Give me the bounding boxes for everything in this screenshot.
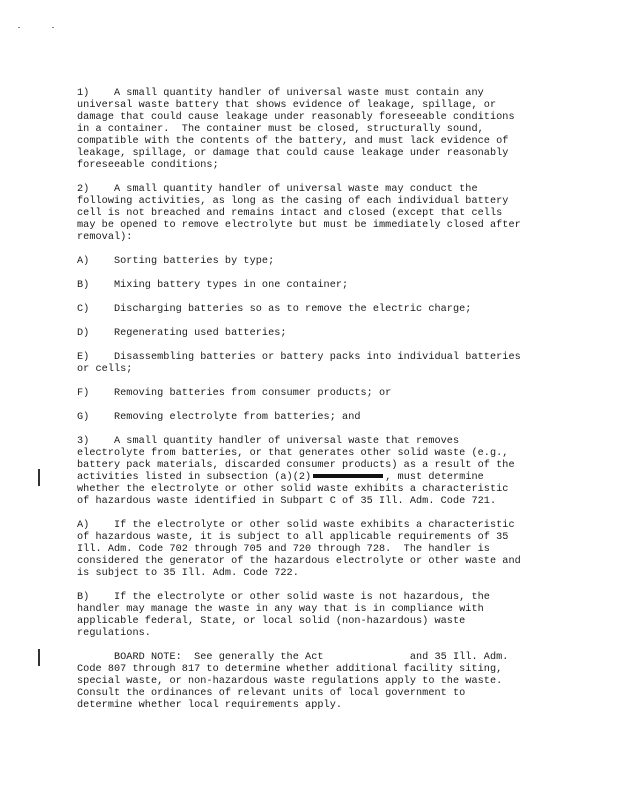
paragraph-3-pre: activities listed in subsection (a)(2) bbox=[77, 472, 312, 483]
item-a-hazardous: A) If the electrolyte or other solid waste exhibits a characteristic of hazardous waste, it is subject to all applicable requirements of 35 Ill. Adm. Code 702 through 705 and 720 through 728. The handler is considered the generator of the hazardous electrolyte or other waste and is subject to 35 Ill. Adm. Code 722. bbox=[77, 520, 521, 579]
paragraph-2: 2) A small quantity handler of universal waste may conduct the following activities, as long as the casing of each individual battery cell is not breached and remains intact and closed (except that cells may be opened to remove electrolyte but must be immediately closed after removal): bbox=[77, 184, 521, 243]
item-c-discharging: C) Discharging batteries so as to remove the electric charge; bbox=[77, 304, 472, 315]
paragraph-3-post: , must determine bbox=[385, 472, 484, 483]
item-e-disassembling: E) Disassembling batteries or battery packs into individual batteries or cells; bbox=[77, 352, 521, 375]
item-b-not-hazardous: B) If the electrolyte or other solid waste is not hazardous, the handler may manage the waste in any way that is in compliance with applicable federal, State, or local solid (non-hazardous) waste regulations. bbox=[77, 592, 490, 639]
item-b-mixing: B) Mixing battery types in one container; bbox=[77, 280, 349, 291]
item-d-regenerating: D) Regenerating used batteries; bbox=[77, 328, 287, 339]
board-note: BOARD NOTE: See generally the Act and 35 Ill. Adm. Code 807 through 817 to determine whether additional facility siting, special waste, or non-hazardous waste regulations apply to the waste. Consult the ordinances of relevant units of local government to determine whether local requirements apply. bbox=[77, 652, 509, 711]
scan-speck bbox=[52, 27, 54, 28]
item-a-sorting: A) Sorting batteries by type; bbox=[77, 256, 275, 267]
item-f-removing-batteries: F) Removing batteries from consumer products; or bbox=[77, 388, 392, 399]
redaction-mark bbox=[313, 474, 383, 478]
paragraph-3-redacted-line bbox=[77, 472, 542, 484]
item-g-removing-electrolyte: G) Removing electrolyte from batteries; and bbox=[77, 412, 361, 423]
scan-speck bbox=[18, 27, 20, 28]
revision-bar bbox=[38, 649, 40, 666]
paragraph-3-bottom: whether the electrolyte or other solid waste exhibits a characteristic of hazardous waste identified in Subpart C of 35 Ill. Adm. Code 721. bbox=[77, 484, 509, 507]
revision-bar bbox=[38, 469, 40, 486]
paragraph-1: 1) A small quantity handler of universal waste must contain any universal waste battery that shows evidence of leakage, spillage, or damage that could cause leakage under reasonably foreseeable conditions in a container. The container must be closed, structurally sound, compatible with the contents of the battery, and must lack evidence of leakage, spillage, or damage that could cause leakage under reasonably foreseeable conditions; bbox=[77, 88, 515, 171]
paragraph-3-top: 3) A small quantity handler of universal waste that removes electrolyte from batteries, or that generates other solid waste (e.g., battery pack materials, discarded consumer products) as a result of the bbox=[77, 436, 515, 471]
